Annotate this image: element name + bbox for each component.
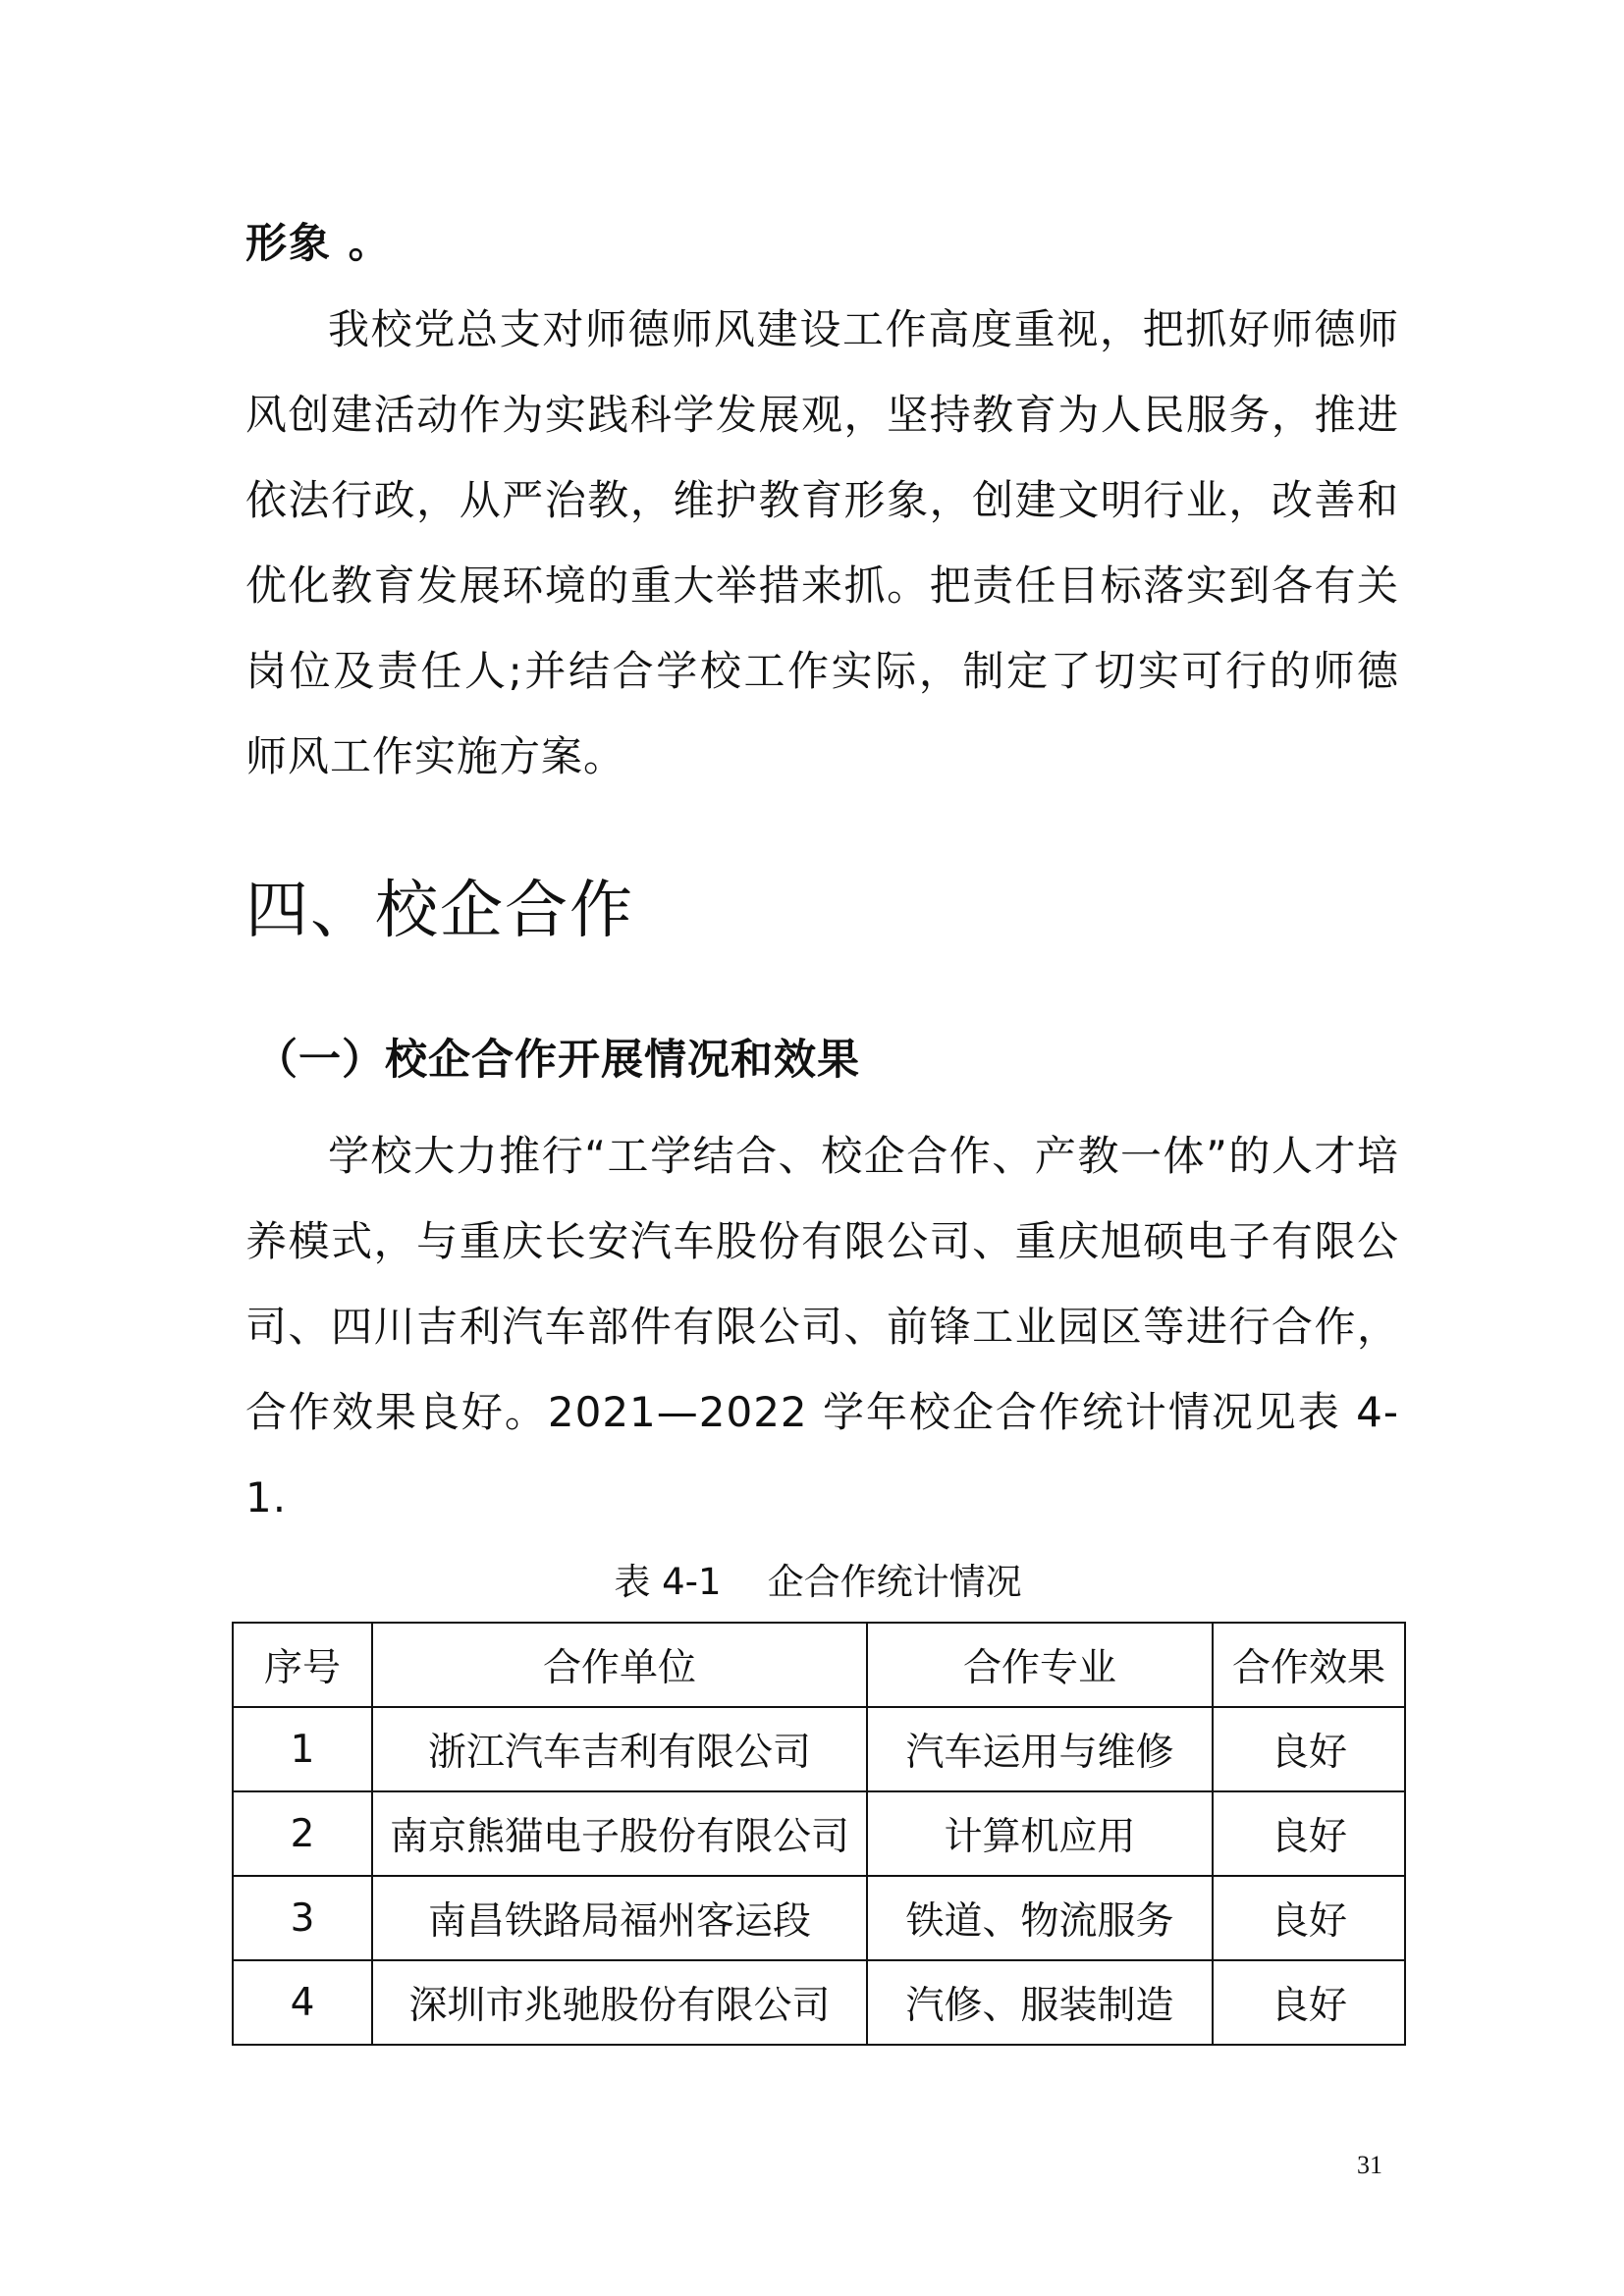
cell-index: 3 — [233, 1876, 372, 1960]
header-index: 序号 — [233, 1623, 372, 1707]
sub-heading: （一）校企合作开展情况和效果 — [255, 1036, 860, 1085]
paragraph-cooperation: 学校大力推行“工学结合、校企合作、产教一体”的人才培养模式，与重庆长安汽车股份有限公司、重庆旭硕电子有限公司、四川吉利汽车部件有限公司、前锋工业园区等进行合作，合作效果良好。2021—2022 学年校企合作统计情况见表 4-1. — [245, 1132, 1399, 1522]
cell-index: 1 — [233, 1707, 372, 1791]
header-major: 合作专业 — [867, 1623, 1213, 1707]
cooperation-stats-table — [232, 1622, 1406, 2046]
cell-partner: 南京熊猫电子股份有限公司 — [372, 1791, 867, 1876]
cell-result: 良好 — [1213, 1876, 1405, 1960]
cell-index: 4 — [233, 1960, 372, 2045]
cell-partner: 南昌铁路局福州客运段 — [372, 1876, 867, 1960]
table-caption: 表 4-1 企合作统计情况 — [614, 1561, 1022, 1603]
cell-major: 计算机应用 — [867, 1791, 1213, 1876]
cell-index: 2 — [233, 1791, 372, 1876]
header-result: 合作效果 — [1213, 1623, 1405, 1707]
page-number: 31 — [1357, 2151, 1382, 2179]
cell-major: 汽修、服装制造 — [867, 1960, 1213, 2045]
cell-result: 良好 — [1213, 1960, 1405, 2045]
cell-major: 铁道、物流服务 — [867, 1876, 1213, 1960]
cell-partner: 深圳市兆驰股份有限公司 — [372, 1960, 867, 2045]
table-row — [233, 1876, 1405, 1960]
cell-partner: 浙江汽车吉利有限公司 — [372, 1707, 867, 1791]
table-row — [233, 1707, 1405, 1791]
table-row — [233, 1960, 1405, 2045]
paragraph-teacher-ethics: 我校党总支对师德师风建设工作高度重视，把抓好师德师风创建活动作为实践科学发展观，坚持教育为人民服务，推进依法行政，从严治教，维护教育形象，创建文明行业，改善和优化教育发展环境的重大举措来抓。把责任目标落实到各有关岗位及责任人;并结合学校工作实际，制定了切实可行的师德师风工作实施方案。 — [245, 305, 1399, 780]
header-partner: 合作单位 — [372, 1623, 867, 1707]
cell-result: 良好 — [1213, 1791, 1405, 1876]
cell-major: 汽车运用与维修 — [867, 1707, 1213, 1791]
cell-result: 良好 — [1213, 1707, 1405, 1791]
section-heading: 四、校企合作 — [245, 875, 634, 947]
continuation-text: 形象 。 — [245, 219, 392, 267]
table-row — [233, 1791, 1405, 1876]
table-header-row — [233, 1623, 1405, 1707]
